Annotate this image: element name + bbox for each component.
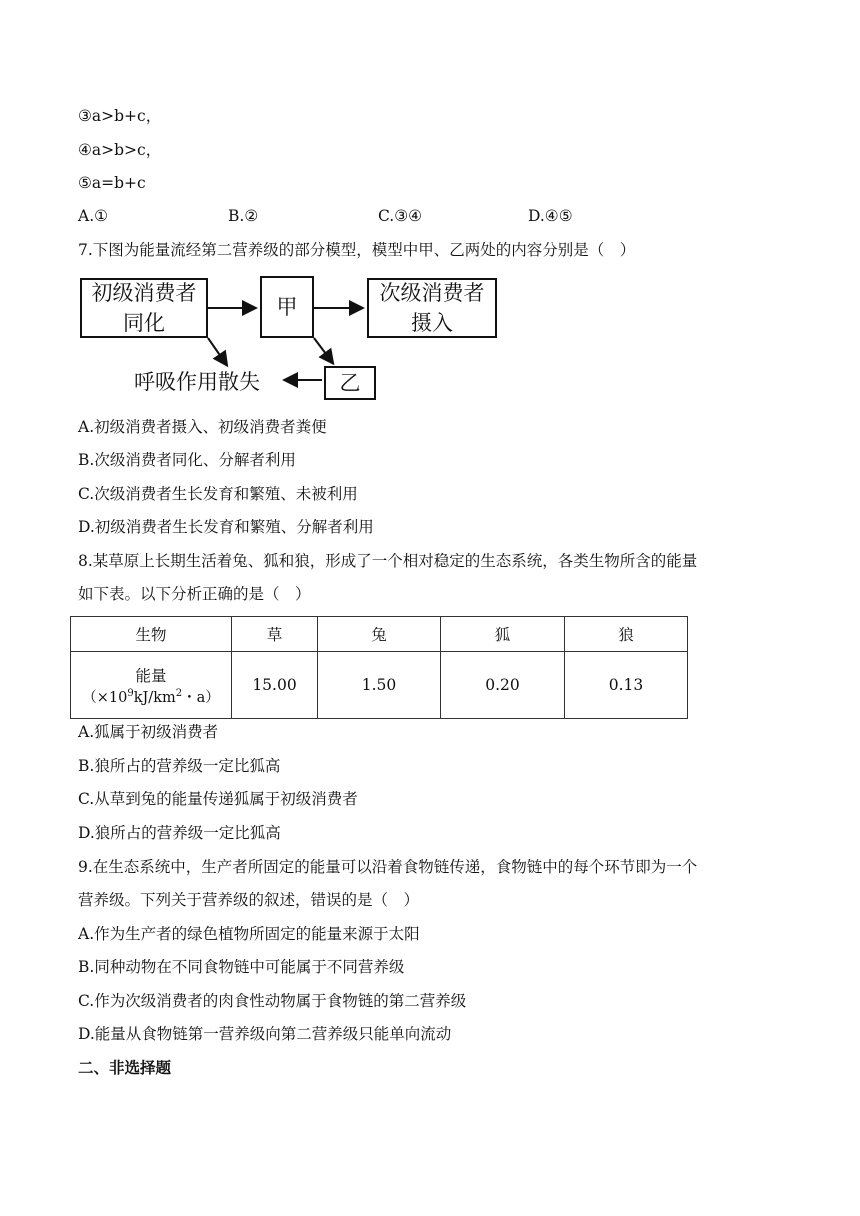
q6-option-a[interactable]: A.① [78,207,109,225]
energy-flow-diagram [78,272,508,406]
box1-line1: 初级消费者 [91,281,197,305]
table-cell: 0.20 [441,652,565,719]
q7-stem: 7.下图为能量流经第二营养级的部分模型，模型中甲、乙两处的内容分别是（ ） [78,241,636,259]
box3-line2: 摄入 [411,311,453,335]
arrow-jia-to-yi [314,338,332,362]
table-header-cell: 草 [232,617,318,652]
q9-option-b[interactable]: B.同种动物在不同食物链中可能属于不同营养级 [78,958,405,976]
box-primary-consumer-assimilation [80,278,208,338]
q6-option-d[interactable]: D.④⑤ [528,207,573,225]
table-row [71,652,688,719]
table-cell: 1.50 [318,652,441,719]
table-cell: 15.00 [232,652,318,719]
box-jia: 甲 [260,276,314,338]
q9-option-a[interactable]: A.作为生产者的绿色植物所固定的能量来源于太阳 [78,925,420,943]
q6-option-b[interactable]: B.② [228,207,259,225]
box1-line2: 同化 [123,311,165,335]
table-header-cell: 兔 [318,617,441,652]
q8-stem-line1: 8.某草原上长期生活着兔、狐和狼，形成了一个相对稳定的生态系统，各类生物所含的能量 [78,552,698,570]
q8-option-b[interactable]: B.狼所占的营养级一定比狐高 [78,757,281,775]
q8-option-c[interactable]: C.从草到兔的能量传递狐属于初级消费者 [78,790,358,808]
q7-option-a[interactable]: A.初级消费者摄入、初级消费者粪便 [78,418,327,436]
q7-option-d[interactable]: D.初级消费者生长发育和繁殖、分解者利用 [78,518,374,536]
q6-options [78,205,678,227]
row-label-line2: （$\times 10^9kJ/km^2$・a） [82,687,220,706]
q6-item-4: ④a>b>c， [78,141,162,159]
table-header-cell: 狐 [441,617,565,652]
q9-stem-line2: 营养级。下列关于营养级的叙述，错误的是（ ） [78,891,420,909]
respiration-loss-label: 呼吸作用散失 [134,370,260,394]
box-secondary-consumer-intake [367,278,497,338]
q9-option-c[interactable]: C.作为次级消费者的肉食性动物属于食物链的第二营养级 [78,992,467,1010]
row-label-line1: 能量 [135,666,167,685]
table-cell: 0.13 [565,652,688,719]
box-yi: 乙 [324,366,376,400]
q6-item-5: ⑤a=b+c [78,174,146,192]
q8-option-a[interactable]: A.狐属于初级消费者 [78,723,219,741]
q9-option-d[interactable]: D.能量从食物链第一营养级向第二营养级只能单向流动 [78,1025,452,1043]
table-header-cell: 狼 [565,617,688,652]
q8-stem-line2: 如下表。以下分析正确的是（ ） [78,585,311,603]
table-row-label [71,652,232,719]
table-header-cell: 生物 [71,617,232,652]
q6-option-c[interactable]: C.③④ [378,207,423,225]
table-header-row [71,617,688,652]
energy-table [70,616,688,719]
q6-item-3: ③a>b+c， [78,107,162,125]
q9-stem-line1: 9.在生态系统中，生产者所固定的能量可以沿着食物链传递，食物链中的每个环节即为一个 [78,858,698,876]
box3-line1: 次级消费者 [379,281,485,305]
arrow-box1-to-respiration [208,338,226,364]
q7-option-c[interactable]: C.次级消费者生长发育和繁殖、未被利用 [78,485,358,503]
q8-option-d[interactable]: D.狼所占的营养级一定比狐高 [78,824,281,842]
q7-option-b[interactable]: B.次级消费者同化、分解者利用 [78,451,296,469]
section-heading: 二、非选择题 [78,1059,172,1077]
